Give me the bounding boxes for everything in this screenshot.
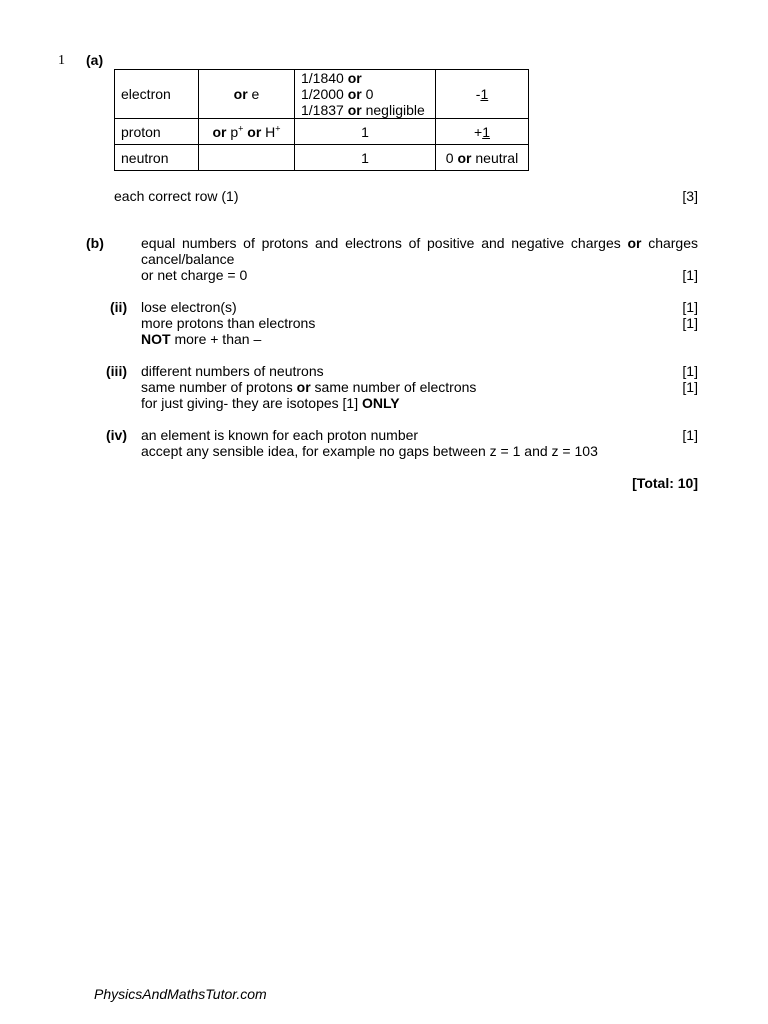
question-number: 1 [58, 53, 65, 68]
b-line-2: cancel/balance [141, 251, 235, 267]
table-cell-charge: 0 or neutral [436, 145, 529, 171]
iii-mark-1: [1] [682, 363, 698, 379]
ii-line-2: more protons than electrons [141, 315, 316, 331]
table-row [115, 70, 529, 119]
ii-line-3: NOT more + than – [141, 331, 262, 347]
table-cell-particle: neutron [115, 145, 199, 171]
table-cell-particle: proton [115, 119, 199, 145]
iv-mark: [1] [682, 427, 698, 443]
part-iv-label: (iv) [106, 427, 127, 443]
total-mark: [Total: 10] [632, 475, 698, 491]
table-cell-mass: 1/1840 or 1/2000 or 0 1/1837 or negligible [295, 70, 436, 119]
table-cell-mass: 1 [295, 119, 436, 145]
ii-mark-1: [1] [682, 299, 698, 315]
table-cell-symbol [199, 145, 295, 171]
a-note: each correct row (1) [114, 188, 239, 204]
iv-line-2: accept any sensible idea, for example no gaps between z = 1 and z = 103 [141, 443, 598, 459]
table-row [115, 145, 529, 171]
table-row [115, 119, 529, 145]
a-mark: [3] [682, 188, 698, 204]
iii-line-3: for just giving- they are isotopes [1] ONLY [141, 395, 400, 411]
iii-line-1: different numbers of neutrons [141, 363, 324, 379]
iii-mark-2: [1] [682, 379, 698, 395]
part-iii-label: (iii) [106, 363, 127, 379]
part-ii-label: (ii) [110, 299, 128, 315]
particle-table [114, 69, 529, 171]
table-cell-charge: -1 [436, 70, 529, 119]
b-line-1: equal numbers of protons and electrons of positive and negative charges or charges [141, 235, 698, 251]
part-a-label: (a) [86, 52, 104, 68]
table-cell-mass: 1 [295, 145, 436, 171]
ii-line-1: lose electron(s) [141, 299, 237, 315]
b-mark: [1] [682, 267, 698, 283]
table-cell-charge: +1 [436, 119, 529, 145]
table-cell-particle: electron [115, 70, 199, 119]
table-cell-symbol: or e [199, 70, 295, 119]
footer-site-name: PhysicsAndMathsTutor.com [94, 986, 267, 1002]
iv-line-1: an element is known for each proton number [141, 427, 419, 443]
table-cell-symbol: or p+ or H+ [199, 119, 295, 145]
part-b-label: (b) [86, 235, 104, 251]
b-line-3: or net charge = 0 [141, 267, 248, 283]
ii-mark-2: [1] [682, 315, 698, 331]
iii-line-2: same number of protons or same number of electrons [141, 379, 477, 395]
